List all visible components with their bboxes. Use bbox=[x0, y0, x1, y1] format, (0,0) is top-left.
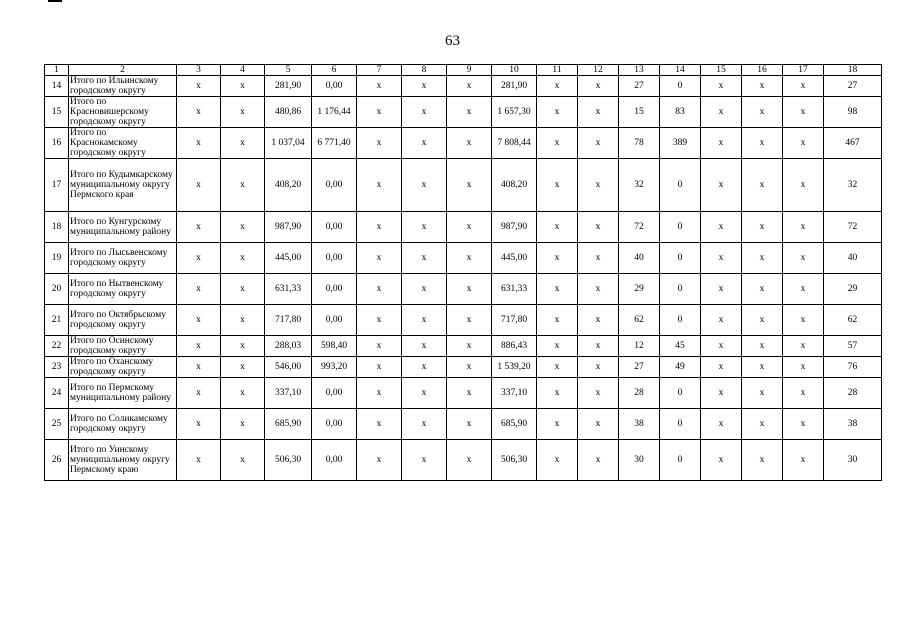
table-cell: 38 bbox=[619, 409, 660, 440]
table-cell: х bbox=[221, 274, 265, 305]
table-cell: х bbox=[742, 440, 783, 481]
table-cell: 12 bbox=[619, 336, 660, 357]
table-cell: х bbox=[742, 97, 783, 128]
table-cell: х bbox=[537, 212, 578, 243]
table-cell: 281,90 bbox=[265, 76, 312, 97]
row-name-cell: Итого по Ильинскому городскому округу bbox=[69, 76, 177, 97]
table-cell: х bbox=[447, 336, 492, 357]
table-cell: х bbox=[357, 243, 402, 274]
table-cell: х bbox=[177, 440, 221, 481]
table-cell: х bbox=[578, 274, 619, 305]
table-cell: х bbox=[783, 336, 824, 357]
table-cell: 389 bbox=[660, 128, 701, 159]
row-name-cell: Итого по Оханскому городскому округу bbox=[69, 357, 177, 378]
table-row bbox=[45, 440, 882, 481]
table-cell: х bbox=[742, 378, 783, 409]
table-cell: х bbox=[447, 357, 492, 378]
table-cell: 15 bbox=[619, 97, 660, 128]
table-cell: 6 771,40 bbox=[312, 128, 357, 159]
column-header: 2 bbox=[69, 65, 177, 76]
table-cell: х bbox=[221, 336, 265, 357]
table-cell: х bbox=[221, 76, 265, 97]
table-cell: х bbox=[701, 274, 742, 305]
table-cell: х bbox=[447, 409, 492, 440]
table-cell: х bbox=[357, 305, 402, 336]
table-cell: х bbox=[221, 357, 265, 378]
table-cell: 445,00 bbox=[492, 243, 537, 274]
data-table bbox=[44, 64, 882, 481]
table-cell: х bbox=[221, 243, 265, 274]
table-cell: х bbox=[742, 159, 783, 212]
table-cell: х bbox=[357, 357, 402, 378]
table-cell: х bbox=[177, 305, 221, 336]
table-cell: х bbox=[537, 243, 578, 274]
table-cell: х bbox=[221, 440, 265, 481]
table-cell: 408,20 bbox=[265, 159, 312, 212]
table-cell: 98 bbox=[824, 97, 882, 128]
row-number-cell: 25 bbox=[45, 409, 69, 440]
table-cell: х bbox=[447, 378, 492, 409]
table-cell: х bbox=[578, 212, 619, 243]
table-row bbox=[45, 212, 882, 243]
table-cell: 337,10 bbox=[492, 378, 537, 409]
column-header: 12 bbox=[578, 65, 619, 76]
table-cell: х bbox=[402, 440, 447, 481]
table-cell: 0 bbox=[660, 274, 701, 305]
table-cell: х bbox=[701, 336, 742, 357]
table-cell: х bbox=[357, 159, 402, 212]
table-cell: 0 bbox=[660, 378, 701, 409]
row-number-cell: 22 bbox=[45, 336, 69, 357]
table-cell: х bbox=[742, 357, 783, 378]
table-cell: 0 bbox=[660, 409, 701, 440]
table-cell: х bbox=[742, 76, 783, 97]
table-cell: х bbox=[537, 97, 578, 128]
table-cell: х bbox=[783, 274, 824, 305]
table-cell: 598,40 bbox=[312, 336, 357, 357]
row-name-cell: Итого по Осинскому городскому округу bbox=[69, 336, 177, 357]
table-row bbox=[45, 76, 882, 97]
table-cell: х bbox=[537, 357, 578, 378]
table-cell: 72 bbox=[619, 212, 660, 243]
table-cell: 467 bbox=[824, 128, 882, 159]
table-cell: 45 bbox=[660, 336, 701, 357]
table-cell: 27 bbox=[824, 76, 882, 97]
row-name-cell: Итого по Пермскому муниципальному району bbox=[69, 378, 177, 409]
table-cell: х bbox=[402, 128, 447, 159]
table-cell: х bbox=[578, 128, 619, 159]
table-cell: 0,00 bbox=[312, 159, 357, 212]
row-number-cell: 14 bbox=[45, 76, 69, 97]
table-cell: 27 bbox=[619, 357, 660, 378]
table-cell: х bbox=[177, 336, 221, 357]
table-cell: 987,90 bbox=[492, 212, 537, 243]
table-cell: х bbox=[221, 305, 265, 336]
table-cell: 28 bbox=[824, 378, 882, 409]
row-name-cell: Итого по Лысьвенскому городскому округу bbox=[69, 243, 177, 274]
table-cell: х bbox=[402, 97, 447, 128]
row-number-cell: 26 bbox=[45, 440, 69, 481]
row-name-cell: Итого по Нытвенскому городскому округу bbox=[69, 274, 177, 305]
column-header: 13 bbox=[619, 65, 660, 76]
column-header: 1 bbox=[45, 65, 69, 76]
table-cell: х bbox=[578, 159, 619, 212]
table-cell: х bbox=[357, 336, 402, 357]
table-cell: х bbox=[177, 357, 221, 378]
table-cell: х bbox=[578, 378, 619, 409]
table-cell: 993,20 bbox=[312, 357, 357, 378]
table-cell: 717,80 bbox=[265, 305, 312, 336]
table-cell: 40 bbox=[824, 243, 882, 274]
table-row bbox=[45, 243, 882, 274]
table-cell: 29 bbox=[619, 274, 660, 305]
table-cell: 445,00 bbox=[265, 243, 312, 274]
table-cell: х bbox=[783, 243, 824, 274]
table-cell: х bbox=[537, 128, 578, 159]
table-cell: х bbox=[578, 440, 619, 481]
table-row bbox=[45, 128, 882, 159]
table-cell: 0,00 bbox=[312, 76, 357, 97]
table-cell: х bbox=[783, 357, 824, 378]
table-cell: 546,00 bbox=[265, 357, 312, 378]
table-cell: х bbox=[447, 76, 492, 97]
table-cell: 1 176,44 bbox=[312, 97, 357, 128]
table-cell: х bbox=[742, 409, 783, 440]
table-cell: х bbox=[447, 97, 492, 128]
table-cell: х bbox=[701, 159, 742, 212]
table-row bbox=[45, 305, 882, 336]
table-cell: х bbox=[537, 440, 578, 481]
table-cell: 717,80 bbox=[492, 305, 537, 336]
column-header: 16 bbox=[742, 65, 783, 76]
row-number-cell: 23 bbox=[45, 357, 69, 378]
table-cell: 57 bbox=[824, 336, 882, 357]
table-cell: х bbox=[221, 409, 265, 440]
table-cell: х bbox=[537, 336, 578, 357]
row-name-cell: Итого по Краснокамскому городскому округу bbox=[69, 128, 177, 159]
table-cell: х bbox=[447, 440, 492, 481]
table-cell: х bbox=[701, 305, 742, 336]
table-cell: 38 bbox=[824, 409, 882, 440]
table-cell: 32 bbox=[824, 159, 882, 212]
table-cell: х bbox=[177, 212, 221, 243]
table-cell: х bbox=[221, 159, 265, 212]
table-cell: х bbox=[402, 243, 447, 274]
table-cell: х bbox=[177, 76, 221, 97]
table-cell: х bbox=[357, 97, 402, 128]
table-cell: 7 808,44 bbox=[492, 128, 537, 159]
table-row bbox=[45, 357, 882, 378]
table-cell: х bbox=[701, 97, 742, 128]
column-header: 10 bbox=[492, 65, 537, 76]
row-name-cell: Итого по Уинскому муниципальному округу Пермскому краю bbox=[69, 440, 177, 481]
table-cell: 78 bbox=[619, 128, 660, 159]
table-cell: х bbox=[177, 128, 221, 159]
table-cell: 631,33 bbox=[265, 274, 312, 305]
table-cell: х bbox=[537, 274, 578, 305]
table-cell: х bbox=[578, 97, 619, 128]
table-cell: х bbox=[447, 212, 492, 243]
row-name-cell: Итого по Красновишерскому городскому округу bbox=[69, 97, 177, 128]
table-cell: 1 037,04 bbox=[265, 128, 312, 159]
table-cell: х bbox=[177, 243, 221, 274]
row-number-cell: 21 bbox=[45, 305, 69, 336]
row-number-cell: 20 bbox=[45, 274, 69, 305]
table-row bbox=[45, 409, 882, 440]
table-cell: х bbox=[177, 274, 221, 305]
table-row bbox=[45, 336, 882, 357]
table-cell: х bbox=[447, 274, 492, 305]
table-cell: х bbox=[701, 378, 742, 409]
table-row bbox=[45, 274, 882, 305]
table-cell: 29 bbox=[824, 274, 882, 305]
table-cell: 0,00 bbox=[312, 305, 357, 336]
column-header: 4 bbox=[221, 65, 265, 76]
row-name-cell: Итого по Кудымкарскому муниципальному округу Пермского края bbox=[69, 159, 177, 212]
column-header: 15 bbox=[701, 65, 742, 76]
column-header: 6 bbox=[312, 65, 357, 76]
table-cell: х bbox=[701, 76, 742, 97]
table-cell: 72 bbox=[824, 212, 882, 243]
table-cell: х bbox=[447, 159, 492, 212]
row-name-cell: Итого по Соликамскому городскому округу bbox=[69, 409, 177, 440]
table-cell: 685,90 bbox=[265, 409, 312, 440]
table-cell: х bbox=[177, 409, 221, 440]
table-cell: х bbox=[537, 305, 578, 336]
column-header: 9 bbox=[447, 65, 492, 76]
header-row bbox=[45, 65, 882, 76]
table-cell: 76 bbox=[824, 357, 882, 378]
table-cell: х bbox=[701, 212, 742, 243]
table-cell: 0,00 bbox=[312, 243, 357, 274]
table-cell: х bbox=[537, 76, 578, 97]
table-cell: х bbox=[701, 128, 742, 159]
table-cell: х bbox=[742, 212, 783, 243]
table-cell: х bbox=[742, 274, 783, 305]
table-cell: х bbox=[357, 378, 402, 409]
column-header: 7 bbox=[357, 65, 402, 76]
table-cell: х bbox=[783, 97, 824, 128]
table-cell: х bbox=[402, 274, 447, 305]
table-cell: х bbox=[701, 243, 742, 274]
table-cell: 0 bbox=[660, 440, 701, 481]
table-row bbox=[45, 97, 882, 128]
row-number-cell: 24 bbox=[45, 378, 69, 409]
table-cell: х bbox=[578, 76, 619, 97]
table-cell: х bbox=[742, 305, 783, 336]
table-cell: х bbox=[701, 357, 742, 378]
table-cell: х bbox=[357, 409, 402, 440]
table-cell: х bbox=[578, 409, 619, 440]
table-cell: 886,43 bbox=[492, 336, 537, 357]
table-cell: х bbox=[537, 159, 578, 212]
row-number-cell: 19 bbox=[45, 243, 69, 274]
row-name-cell: Итого по Кунгурскому муниципальному району bbox=[69, 212, 177, 243]
table-cell: 30 bbox=[824, 440, 882, 481]
row-number-cell: 15 bbox=[45, 97, 69, 128]
table-body bbox=[45, 76, 882, 481]
table-cell: х bbox=[402, 378, 447, 409]
table-cell: 0 bbox=[660, 159, 701, 212]
column-header: 11 bbox=[537, 65, 578, 76]
table-cell: 506,30 bbox=[265, 440, 312, 481]
table-cell: 685,90 bbox=[492, 409, 537, 440]
table-cell: 0,00 bbox=[312, 409, 357, 440]
row-number-cell: 18 bbox=[45, 212, 69, 243]
table-cell: 281,90 bbox=[492, 76, 537, 97]
table-cell: х bbox=[742, 336, 783, 357]
table-cell: х bbox=[402, 76, 447, 97]
table-cell: х bbox=[402, 305, 447, 336]
table-row bbox=[45, 159, 882, 212]
table-cell: х bbox=[578, 243, 619, 274]
table-cell: х bbox=[402, 409, 447, 440]
table-cell: 0 bbox=[660, 212, 701, 243]
table-cell: 49 bbox=[660, 357, 701, 378]
table-cell: х bbox=[783, 440, 824, 481]
table-cell: 0 bbox=[660, 243, 701, 274]
table-cell: х bbox=[578, 305, 619, 336]
table-row bbox=[45, 378, 882, 409]
table-cell: х bbox=[221, 378, 265, 409]
table-cell: 0,00 bbox=[312, 440, 357, 481]
table-cell: х bbox=[402, 357, 447, 378]
table-cell: 480,86 bbox=[265, 97, 312, 128]
table-cell: 506,30 bbox=[492, 440, 537, 481]
table-cell: х bbox=[221, 97, 265, 128]
table-cell: х bbox=[447, 243, 492, 274]
table-cell: х bbox=[783, 76, 824, 97]
table-cell: 28 bbox=[619, 378, 660, 409]
table-cell: х bbox=[447, 305, 492, 336]
table-cell: 1 657,30 bbox=[492, 97, 537, 128]
table-cell: х bbox=[177, 378, 221, 409]
table-cell: х bbox=[701, 440, 742, 481]
table-cell: 337,10 bbox=[265, 378, 312, 409]
table-cell: 0,00 bbox=[312, 378, 357, 409]
row-name-cell: Итого по Октябрьскому городскому округу bbox=[69, 305, 177, 336]
table-cell: х bbox=[578, 336, 619, 357]
table-cell: х bbox=[357, 212, 402, 243]
column-header: 3 bbox=[177, 65, 221, 76]
table-cell: х bbox=[742, 243, 783, 274]
table-cell: 30 bbox=[619, 440, 660, 481]
table-cell: х bbox=[402, 212, 447, 243]
table-cell: х bbox=[783, 378, 824, 409]
table-cell: 631,33 bbox=[492, 274, 537, 305]
table-cell: 83 bbox=[660, 97, 701, 128]
table-cell: х bbox=[783, 159, 824, 212]
table-cell: х bbox=[402, 159, 447, 212]
table-cell: х bbox=[402, 336, 447, 357]
table-cell: х bbox=[177, 159, 221, 212]
table-cell: 62 bbox=[619, 305, 660, 336]
table-cell: 1 539,20 bbox=[492, 357, 537, 378]
column-header: 18 bbox=[824, 65, 882, 76]
table-cell: х bbox=[701, 409, 742, 440]
column-header: 14 bbox=[660, 65, 701, 76]
table-cell: х bbox=[742, 128, 783, 159]
table-cell: 27 bbox=[619, 76, 660, 97]
table-cell: 0 bbox=[660, 305, 701, 336]
table-cell: х bbox=[783, 212, 824, 243]
table-cell: 0 bbox=[660, 76, 701, 97]
scan-mark bbox=[48, 0, 62, 2]
table-cell: х bbox=[357, 128, 402, 159]
column-header: 17 bbox=[783, 65, 824, 76]
row-number-cell: 16 bbox=[45, 128, 69, 159]
table-cell: 0,00 bbox=[312, 274, 357, 305]
table-cell: 288,03 bbox=[265, 336, 312, 357]
table-cell: х bbox=[783, 128, 824, 159]
table-cell: х bbox=[357, 76, 402, 97]
table-cell: х bbox=[177, 97, 221, 128]
table-cell: 408,20 bbox=[492, 159, 537, 212]
column-header: 5 bbox=[265, 65, 312, 76]
row-number-cell: 17 bbox=[45, 159, 69, 212]
table-cell: х bbox=[537, 409, 578, 440]
table-cell: 32 bbox=[619, 159, 660, 212]
table-cell: х bbox=[783, 409, 824, 440]
table-cell: х bbox=[537, 378, 578, 409]
page-number: 63 bbox=[445, 33, 460, 49]
table-cell: х bbox=[221, 212, 265, 243]
table-cell: 987,90 bbox=[265, 212, 312, 243]
table-cell: х bbox=[783, 305, 824, 336]
table-cell: х bbox=[221, 128, 265, 159]
table-cell: х bbox=[447, 128, 492, 159]
column-header: 8 bbox=[402, 65, 447, 76]
table-cell: 40 bbox=[619, 243, 660, 274]
table-cell: х bbox=[578, 357, 619, 378]
table-cell: х bbox=[357, 440, 402, 481]
table-cell: 0,00 bbox=[312, 212, 357, 243]
table-cell: х bbox=[357, 274, 402, 305]
table-cell: 62 bbox=[824, 305, 882, 336]
